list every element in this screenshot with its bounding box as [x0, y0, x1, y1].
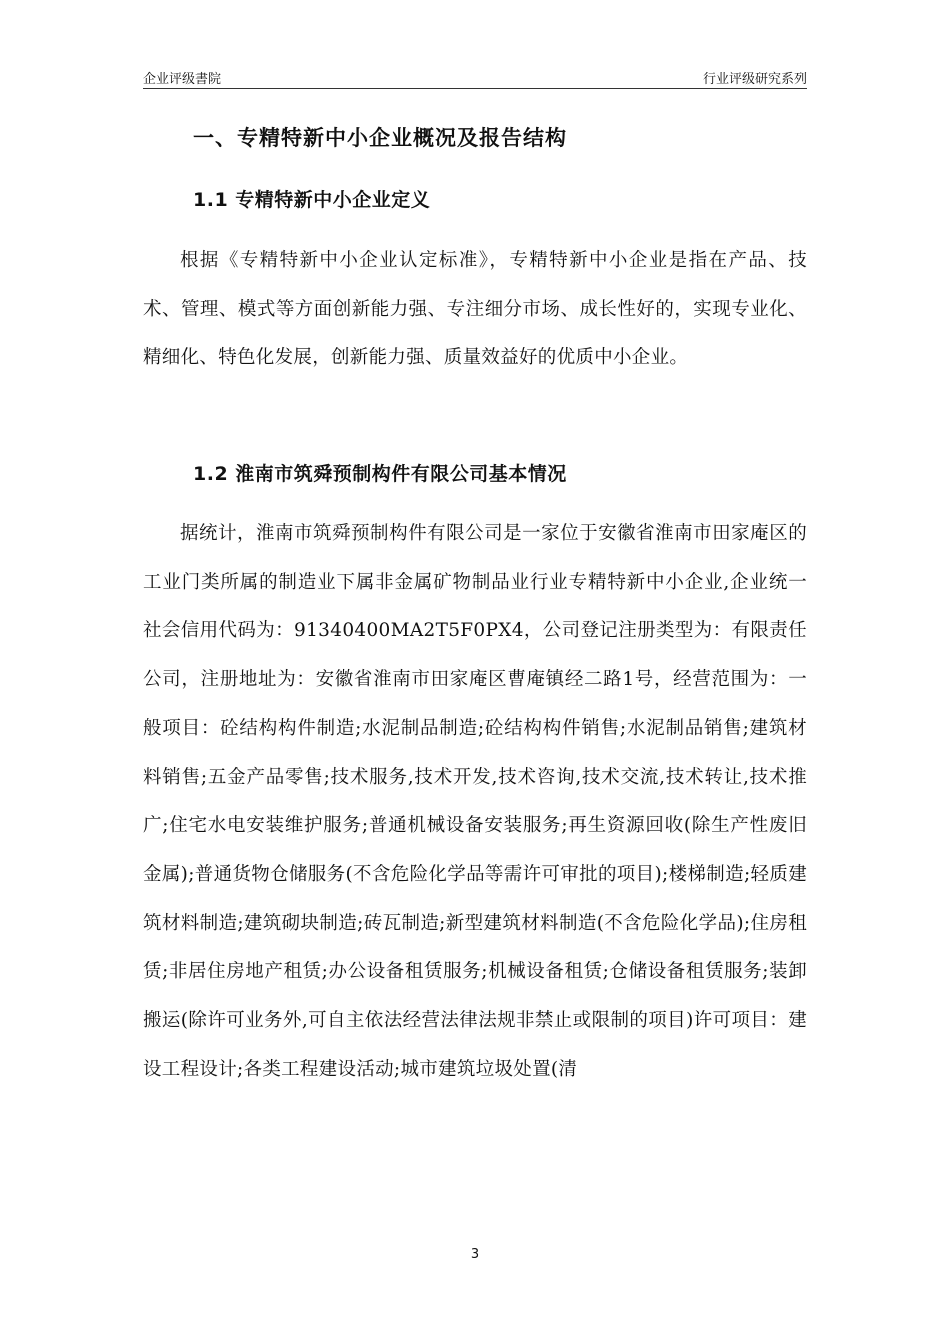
- section-title: 一、专精特新中小企业概况及报告结构: [193, 126, 567, 150]
- page-number: 3: [470, 1247, 480, 1262]
- page-header: [143, 66, 807, 89]
- header-right-text: 行业评级研究系列: [702, 72, 807, 87]
- subsection-1-title: 1.1 专精特新中小企业定义: [193, 189, 431, 211]
- subsection-2-title: 1.2 淮南市筑舜预制构件有限公司基本情况: [193, 463, 567, 485]
- subsection-1-paragraph: 根据《专精特新中小企业认定标准》，专精特新中小企业是指在产品、技术、管理、模式等方面创新能力强、专注细分市场、成长性好的，实现专业化、精细化、特色化发展，创新能力强、质量效益好的优质中小企业。: [143, 250, 807, 369]
- subsection-2-paragraph: 据统计，淮南市筑舜预制构件有限公司是一家位于安徽省淮南市田家庵区的工业门类所属的制造业下属非金属矿物制品业行业专精特新中小企业,企业统一社会信用代码为：91340400MA2T5F0PX4，公司登记注册类型为：有限责任公司，注册地址为：安徽省淮南市田家庵区曹庵镇经二路1号，经营范围为：一般项目：砼结构构件制造;水泥制品制造;砼结构构件销售;水泥制品销售;建筑材料销售;五金产品零售;技术服务,技术开发,技术咨询,技术交流,技术转让,技术推广;住宅水电安装维护服务;普通机械设备安装服务;再生资源回收(除生产性废旧金属);普通货物仓储服务(不含危险化学品等需许可审批的项目);楼梯制造;轻质建筑材料制造;建筑砌块制造;砖瓦制造;新型建筑材料制造(不含危险化学品);住房租赁;非居住房地产租赁;办公设备租赁服务;机械设备租赁;仓储设备租赁服务;装卸搬运(除许可业务外,可自主依法经营法律法规非禁止或限制的项目)许可项目：建设工程设计;各类工程建设活动;城市建筑垃圾处置(清: [143, 523, 807, 1080]
- header-left-text: 企业评级書院: [143, 72, 222, 87]
